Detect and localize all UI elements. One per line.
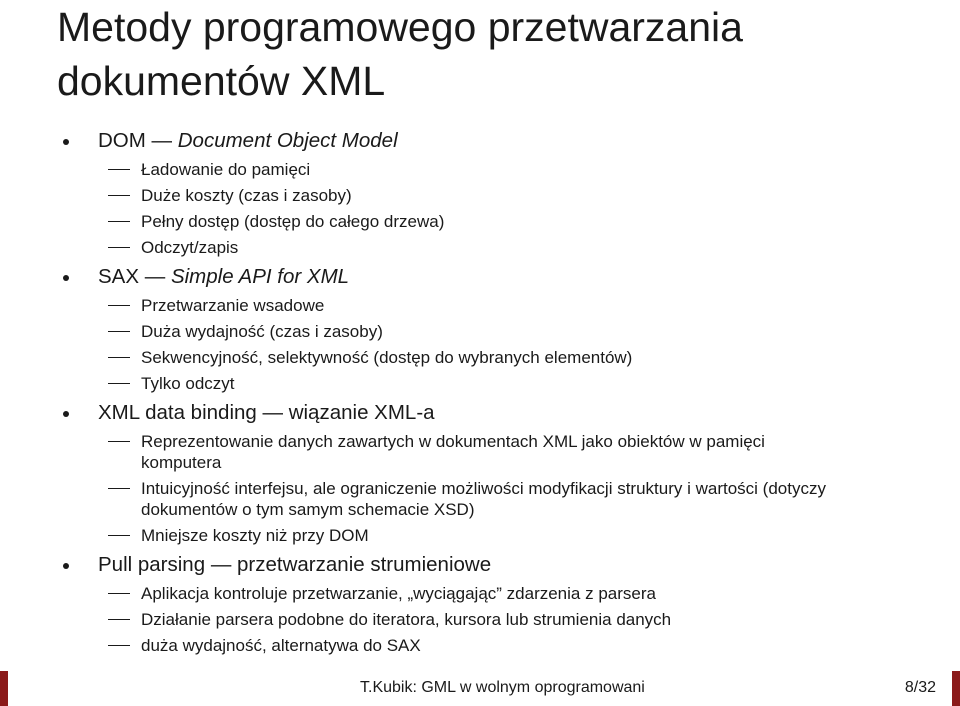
dash-icon [108,535,130,536]
sub-item [0,185,841,206]
sub-item-text: Duże koszty (czas i zasoby) [141,186,352,205]
bullet-tail: Simple API for XML [170,265,350,288]
dash-icon [108,441,130,442]
dash-icon [108,221,130,222]
page-number: 8/32 [904,679,936,696]
sub-item [0,295,841,316]
sub-item-text: Intuicyjność interfejsu, ale ograniczenie możliwości modyfikacji struktury i wartości (dotyczy dokumentów o tym samym schemacie XSD) [141,479,826,519]
sub-item [0,609,841,630]
dash-icon [108,619,130,620]
sub-item-text: Sekwencyjność, selektywność (dostęp do wybranych elementów) [141,348,633,367]
sub-item-text: Tylko odczyt [141,374,235,393]
sub-item [0,373,841,394]
sub-item [0,525,841,546]
sub-item [0,237,841,258]
sub-item-text: Przetwarzanie wsadowe [141,296,325,315]
sub-item [0,635,841,656]
footer-text: T.Kubik: GML w wolnym oprogramowani [360,679,645,696]
bullet-dom [0,128,828,154]
sub-item-text: duża wydajność, alternatywa do SAX [141,636,421,655]
dash-icon [108,247,130,248]
bullet-sep: — [210,553,238,576]
bullet-dot-icon [63,563,69,569]
dash-icon [108,383,130,384]
sub-item-text: Pełny dostęp (dostęp do całego drzewa) [141,212,445,231]
dash-icon [108,305,130,306]
dash-icon [108,593,130,594]
bullet-dot-icon [63,139,69,145]
dash-icon [108,195,130,196]
bullet-dot-icon [63,411,69,417]
bullet-head: DOM [98,129,146,152]
sub-item [0,159,841,180]
dash-icon [108,645,130,646]
bullet-tail: przetwarzanie strumieniowe [237,553,492,576]
dash-icon [108,357,130,358]
bullet-tail: Document Object Model [177,129,398,152]
sub-item [0,321,841,342]
slide-title [57,0,937,108]
sub-item-text: Odczyt/zapis [141,238,239,257]
sub-item-text: Mniejsze koszty niż przy DOM [141,526,369,545]
sub-item-text: Ładowanie do pamięci [141,160,311,179]
bullet-sep: — [262,401,289,424]
bullet-sep: — [144,265,171,288]
dash-icon [108,488,130,489]
bullet-xml-data-binding [0,400,828,426]
bullet-sax [0,264,828,290]
sub-item-text: Reprezentowanie danych zawartych w dokumentach XML jako obiektów w pamięci komputera [141,432,765,472]
dash-icon [108,331,130,332]
bullet-pull-parsing [0,552,828,578]
bullet-sep: — [151,129,178,152]
bullet-tail: wiązanie XML-a [288,401,435,424]
sub-item [0,583,841,604]
bullet-head: Pull parsing [98,553,206,576]
sub-item [0,431,841,473]
slide-title-line-2: dokumentów XML [57,58,386,104]
sub-item [0,211,841,232]
sub-item [0,347,841,368]
sub-item-text: Działanie parsera podobne do iteratora, kursora lub strumienia danych [141,610,672,629]
dash-icon [108,169,130,170]
bullet-head: SAX [98,265,140,288]
footer-bar [0,671,960,706]
bullet-head: XML data binding [98,401,257,424]
sub-item [0,478,841,520]
bullet-dot-icon [63,275,69,281]
bullet-list [0,128,960,656]
sub-item-text: Duża wydajność (czas i zasoby) [141,322,383,341]
sub-item-text: Aplikacja kontroluje przetwarzanie, „wyciągając” zdarzenia z parsera [141,584,656,603]
slide-title-line-1: Metody programowego przetwarzania [57,4,743,50]
